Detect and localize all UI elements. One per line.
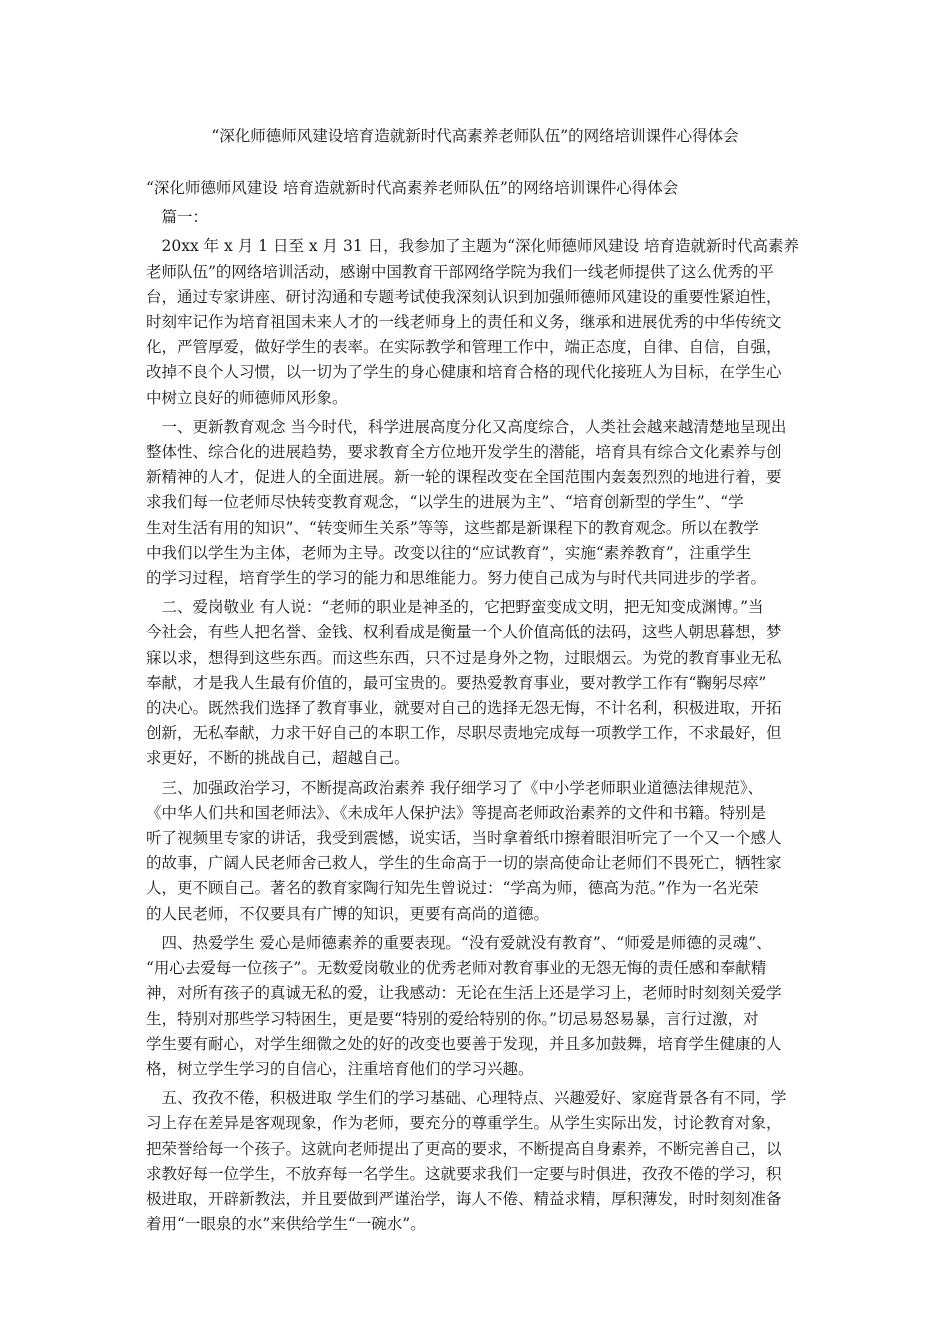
- body-line: “深化师德师风建设 培育造就新时代高素养老师队伍”的网络培训课件心得体会: [146, 179, 679, 197]
- body-line: 生，特别对那些学习特困生，更是要“特别的爱给特别的你。”切忌易怒易暴，言行过激，对: [146, 1009, 759, 1028]
- body-line: 生对生活有用的知识”、“转变师生关系”等等，这些都是新课程下的教育观念。所以在教学: [146, 518, 759, 537]
- body-line: 化，严管厚爱，做好学生的表率。在实际教学和管理工作中，端正态度，自律、自信，自强，: [146, 338, 782, 357]
- body-line: 20xx 年 x 月 1 日至 x 月 31 日，我参加了主题为“深化师德师风建设 培育造就新时代高素养: [146, 237, 799, 256]
- body-line: 今社会，有些人把名誉、金钱、权利看成是衡量一个人价值高低的法码，这些人朝思暮想，梦: [146, 623, 782, 642]
- body-line: 整体性、综合化的进展趋势，要求教育全方位地开发学生的潜能，培育具有综合文化素养与创: [146, 443, 782, 462]
- body-line: 格，树立学生学习的自信心，注重培育他们的学习兴趣。: [146, 1059, 534, 1078]
- body-line: 改掉不良个人习惯，以一切为了学生的身心健康和培育合格的现代化接班人为目标，在学生心: [146, 363, 782, 382]
- body-line: 学生要有耐心，对学生细微之处的好的改变也要善于发现，并且多加鼓舞，培育学生健康的人: [146, 1034, 782, 1053]
- document-body: [146, 176, 812, 1237]
- body-line: 着用“一眼泉的水”来供给学生“一碗水”。: [146, 1215, 426, 1234]
- body-line: 新精神的人才，促进人的全面进展。新一轮的课程改变在全国范围内轰轰烈烈的地进行着，要: [146, 468, 782, 487]
- body-line: 中树立良好的师德师风形象。: [146, 388, 348, 407]
- body-line: 神，对所有孩子的真诚无私的爱，让我感动：无论在生活上还是学习上，老师时时刻刻关爱学: [146, 984, 782, 1003]
- body-line: 台，通过专家讲座、研讨沟通和专题考试使我深刻认识到加强师德师风建设的重要性紧迫性，: [146, 287, 782, 306]
- body-line: 奉献，才是我人生最有价值的，最可宝贵的。要热爱教育事业，要对教学工作有“鞠躬尽瘁”: [146, 673, 767, 692]
- body-line: 创新，无私奉献，力求干好自己的本职工作，尽职尽责地完成每一项教学工作，不求最好，但: [146, 724, 782, 743]
- body-line: 求教好每一位学生，不放弃每一名学生。这就要求我们一定要与时俱进，孜孜不倦的学习，积: [146, 1164, 782, 1183]
- body-line: 中我们以学生为主体，老师为主导。改变以往的“应试教育”，实施“素养教育”，注重学生: [146, 543, 752, 562]
- body-line: 的故事，广阔人民老师舍己救人，学生的生命高于一切的崇高使命让老师们不畏死亡，牺牲家: [146, 854, 782, 873]
- body-line: 三、加强政治学习，不断提高政治素养 我仔细学习了《中小学老师职业道德法律规范》、: [146, 778, 764, 797]
- body-line: 五、孜孜不倦，积极进取 学生们的学习基础、心理特点、兴趣爱好、家庭背景各有不同，学: [146, 1089, 787, 1108]
- body-line: “用心去爱每一位孩子”。无数爱岗敬业的优秀老师对教育事业的无怨无悔的责任感和奉献精: [146, 959, 767, 978]
- body-line: 时刻牢记作为培育祖国未来人才的一线老师身上的责任和义务，继承和进展优秀的中华传统文: [146, 313, 782, 332]
- body-line: 的决心。既然我们选择了教育事业，就要对自己的选择无怨无悔，不计名利，积极进取，开拓: [146, 699, 782, 718]
- document-title: “深化师德师风建设培育造就新时代高素养老师队伍”的网络培训课件心得体会: [211, 127, 739, 145]
- body-line: 人，更不顾自己。著名的教育家陶行知先生曾说过：“学高为师，德高为范。”作为一名光荣: [146, 879, 759, 898]
- body-line: 的人民老师，不仅要具有广博的知识，更要有高尚的道德。: [146, 904, 550, 923]
- body-line: 二、爱岗敬业 有人说：“老师的职业是神圣的，它把野蛮变成文明，把无知变成渊博。”当: [146, 598, 764, 617]
- body-line: 《中华人们共和国老师法》、《未成年人保护法》等提高老师政治素养的文件和书籍。特别是: [146, 803, 767, 822]
- body-line: 听了视频里专家的讲话，我受到震憾，说实话，当时拿着纸巾擦着眼泪听完了一个又一个感人: [146, 829, 782, 848]
- body-line: 习上存在差异是客观现象，作为老师，要充分的尊重学生。从学生实际出发，讨论教育对象，: [146, 1114, 782, 1133]
- body-line: 求更好，不断的挑战自己，超越自己。: [146, 749, 410, 768]
- body-line: 的学习过程，培育学生的学习的能力和思维能力。努力使自己成为与时代共同进步的学者。: [146, 569, 767, 588]
- body-line: 一、更新教育观念 当今时代，科学进展高度分化又高度综合，人类社会越来越清楚地呈现出: [146, 417, 787, 436]
- body-line: 篇一：: [146, 208, 209, 227]
- body-line: 寐以求，想得到这些东西。而这些东西，只不过是身外之物，过眼烟云。为党的教育事业无私: [146, 648, 782, 667]
- body-line: 把荣誉给每一个孩子。这就向老师提出了更高的要求，不断提高自身素养，不断完善自己，以: [146, 1139, 782, 1158]
- body-line: 极进取，开辟新教法，并且要做到严谨治学，诲人不倦、精益求精，厚积薄发，时时刻刻准备: [146, 1189, 782, 1208]
- body-line: 老师队伍”的网络培训活动，感谢中国教育干部网络学院为我们一线老师提供了这么优秀的平: [146, 262, 774, 281]
- body-line: 求我们每一位老师尽快转变教育观念，“以学生的进展为主”、“培育创新型的学生”、“学: [146, 493, 744, 512]
- body-line: 四、热爱学生 爱心是师德素养的重要表现。“没有爱就没有教育”、“师爱是师德的灵魂”、: [146, 933, 772, 952]
